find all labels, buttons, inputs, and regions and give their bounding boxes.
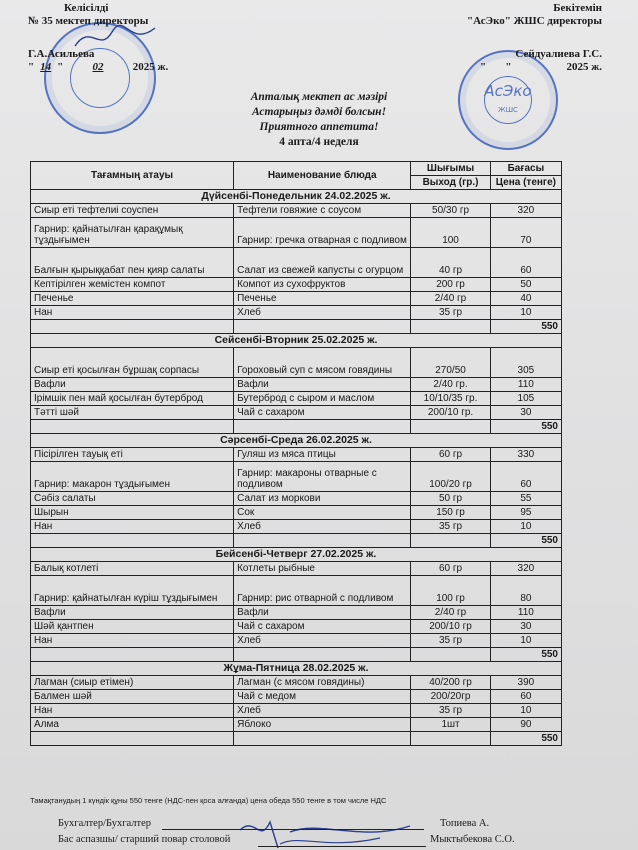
- table-row: [31, 718, 562, 732]
- dish-name-ru: Гуляш из мяса птицы: [234, 448, 411, 462]
- day-total-row: [31, 420, 562, 434]
- dish-name-kz: Алма: [31, 718, 234, 732]
- dish-name-ru: Чай с сахаром: [234, 620, 411, 634]
- dish-name-kz: Нан: [31, 704, 234, 718]
- dish-output: 35 гр: [411, 306, 490, 320]
- accountant-name: Топиева А.: [440, 818, 490, 829]
- col-header-kz: Тағамның атауы: [31, 162, 234, 190]
- dish-output: 100/20 гр: [411, 462, 490, 492]
- dish-output: 100: [411, 218, 490, 248]
- day-title: Сәрсенбі-Среда 26.02.2025 ж.: [31, 434, 562, 448]
- col-header-output-top: Шығымы: [411, 162, 490, 176]
- dish-output: 200/10 гр.: [411, 406, 490, 420]
- day-total-row: [31, 534, 562, 548]
- table-row: [31, 218, 562, 248]
- dish-name-kz: Балық котлеті: [31, 562, 234, 576]
- dish-output: 270/50: [411, 348, 490, 378]
- dish-price: 40: [490, 292, 561, 306]
- accountant-signature: [230, 812, 420, 850]
- dish-price: 60: [490, 690, 561, 704]
- header-left-year: 2025 ж.: [132, 61, 169, 73]
- table-row: [31, 306, 562, 320]
- dish-name-ru: Бутерброд с сыром и маслом: [234, 392, 411, 406]
- header-left-position: № 35 мектеп директоры: [28, 15, 149, 27]
- chef-name: Мыктыбекова С.О.: [430, 834, 515, 845]
- header-right-date: " " 2025 ж.: [480, 61, 602, 73]
- day-title: Дүйсенбі-Понедельник 24.02.2025 ж.: [31, 190, 562, 204]
- table-row: [31, 704, 562, 718]
- dish-name-kz: Шырын: [31, 506, 234, 520]
- day-total: 550: [490, 648, 561, 662]
- dish-name-kz: Сиыр еті қосылған бұршақ сорпасы: [31, 348, 234, 378]
- dish-name-ru: Вафли: [234, 378, 411, 392]
- table-row: [31, 562, 562, 576]
- table-row: [31, 520, 562, 534]
- dish-price: 330: [490, 448, 561, 462]
- title-line-1: Апталық мектеп ас мәзірі: [250, 91, 388, 103]
- title-line-3: Приятного аппетита!: [259, 121, 379, 133]
- col-header-output-bottom: Выход (гр.): [411, 176, 490, 190]
- company-stamp-text: АсЭко: [484, 82, 532, 100]
- dish-name-kz: Нан: [31, 306, 234, 320]
- dish-price: 60: [490, 462, 561, 492]
- dish-price: 320: [490, 204, 561, 218]
- table-row: [31, 448, 562, 462]
- header-right: [467, 2, 602, 74]
- dish-name-kz: Сәбіз салаты: [31, 492, 234, 506]
- table-row: [31, 278, 562, 292]
- table-row: [31, 676, 562, 690]
- price-note: Тамақтанудың 1 күндік құны 550 тенге (НДС-пен қоса алғанда) цена обеда 550 тенге в том числе НДС: [30, 796, 387, 805]
- dish-price: 390: [490, 676, 561, 690]
- table-row: [31, 248, 562, 278]
- dish-name-ru: Печенье: [234, 292, 411, 306]
- table-row: [31, 392, 562, 406]
- dish-output: 35 гр: [411, 520, 490, 534]
- col-header-price-top: Бағасы: [490, 162, 561, 176]
- dish-price: 30: [490, 406, 561, 420]
- table-row: [31, 378, 562, 392]
- dish-name-kz: Вафли: [31, 606, 234, 620]
- dish-price: 110: [490, 378, 561, 392]
- dish-price: 90: [490, 718, 561, 732]
- dish-name-kz: Балмен шәй: [31, 690, 234, 704]
- table-row: [31, 506, 562, 520]
- dish-output: 2/40 гр.: [411, 378, 490, 392]
- dish-output: 35 гр: [411, 634, 490, 648]
- day-title: Жұма-Пятница 28.02.2025 ж.: [31, 662, 562, 676]
- dish-price: 60: [490, 248, 561, 278]
- dish-name-kz: Кептірілген жемістен компот: [31, 278, 234, 292]
- header-left-day: 14: [40, 61, 52, 73]
- dish-price: 50: [490, 278, 561, 292]
- dish-name-ru: Чай с медом: [234, 690, 411, 704]
- dish-name-kz: Пісірілген тауық еті: [31, 448, 234, 462]
- dish-price: 10: [490, 634, 561, 648]
- dish-price: 105: [490, 392, 561, 406]
- day-total: 550: [490, 320, 561, 334]
- dish-output: 200 гр: [411, 278, 490, 292]
- dish-output: 40 гр: [411, 248, 490, 278]
- table-row: [31, 690, 562, 704]
- company-stamp-sub: ЖШС: [498, 106, 518, 114]
- dish-name-ru: Хлеб: [234, 704, 411, 718]
- table-row: [31, 462, 562, 492]
- dish-name-kz: Лагман (сиыр етімен): [31, 676, 234, 690]
- dish-price: 10: [490, 306, 561, 320]
- dish-name-kz: Вафли: [31, 378, 234, 392]
- dish-output: 100 гр: [411, 576, 490, 606]
- table-row: [31, 406, 562, 420]
- dish-name-kz: Ірімшік пен май қосылған бутерброд: [31, 392, 234, 406]
- dish-name-ru: Хлеб: [234, 520, 411, 534]
- day-header-row: [31, 662, 562, 676]
- header-left-date: " 14 " 02 2025 ж.: [28, 61, 169, 73]
- table-row: [31, 606, 562, 620]
- dish-name-kz: Сиыр еті тефтелиі соуспен: [31, 204, 234, 218]
- header-left-approved: Келісілді: [64, 2, 109, 14]
- dish-output: 10/10/35 гр.: [411, 392, 490, 406]
- dish-price: 320: [490, 562, 561, 576]
- title-line-4: 4 апта/4 неделя: [279, 136, 359, 148]
- dish-name-ru: Гороховый суп с мясом говядины: [234, 348, 411, 378]
- dish-price: 70: [490, 218, 561, 248]
- dish-output: 2/40 гр: [411, 292, 490, 306]
- dish-output: 50/30 гр: [411, 204, 490, 218]
- dish-price: 10: [490, 520, 561, 534]
- dish-output: 40/200 гр: [411, 676, 490, 690]
- menu-table-body: [31, 190, 562, 746]
- dish-name-ru: Хлеб: [234, 634, 411, 648]
- table-row: [31, 492, 562, 506]
- day-total: 550: [490, 732, 561, 746]
- dish-price: 30: [490, 620, 561, 634]
- table-row: [31, 634, 562, 648]
- dish-output: 35 гр: [411, 704, 490, 718]
- day-total-row: [31, 648, 562, 662]
- dish-name-kz: Гарнир: қайнатылған күріш тұздығымен: [31, 576, 234, 606]
- title-line-2: Астарыңыз дәмді болсын!: [251, 106, 387, 118]
- header-right-position: "АсЭко" ЖШС директоры: [466, 15, 602, 27]
- dish-name-ru: Яблоко: [234, 718, 411, 732]
- dish-output: 60 гр: [411, 448, 490, 462]
- col-header-ru: Наименование блюда: [234, 162, 411, 190]
- dish-name-ru: Гарнир: рис отварной с подливом: [234, 576, 411, 606]
- table-row: [31, 292, 562, 306]
- col-header-price-bottom: Цена (тенге): [490, 176, 561, 190]
- day-header-row: [31, 190, 562, 204]
- dish-name-kz: Шәй қантпен: [31, 620, 234, 634]
- dish-output: 200/20гр: [411, 690, 490, 704]
- dish-name-ru: Лагман (с мясом говядины): [234, 676, 411, 690]
- day-total: 550: [490, 420, 561, 434]
- accountant-label: Бухгалтер/Бухгалтер: [58, 818, 152, 829]
- dish-output: 1шт: [411, 718, 490, 732]
- dish-name-kz: Нан: [31, 634, 234, 648]
- dish-name-ru: Чай с сахаром: [234, 406, 411, 420]
- day-header-row: [31, 334, 562, 348]
- dish-name-ru: Салат из моркови: [234, 492, 411, 506]
- day-total-row: [31, 732, 562, 746]
- dish-name-kz: Нан: [31, 520, 234, 534]
- dish-name-ru: Компот из сухофруктов: [234, 278, 411, 292]
- dish-price: 80: [490, 576, 561, 606]
- dish-output: 50 гр: [411, 492, 490, 506]
- dish-price: 10: [490, 704, 561, 718]
- dish-name-ru: Тефтели говяжие с соусом: [234, 204, 411, 218]
- dish-name-kz: Гарнир: макарон тұздығымен: [31, 462, 234, 492]
- dish-output: 60 гр: [411, 562, 490, 576]
- menu-title: [0, 90, 638, 150]
- menu-table: [30, 161, 562, 746]
- table-row: [31, 204, 562, 218]
- dish-name-kz: Печенье: [31, 292, 234, 306]
- header-right-approved: Бекітемін: [553, 2, 602, 14]
- day-header-row: [31, 548, 562, 562]
- dish-output: 150 гр: [411, 506, 490, 520]
- table-row: [31, 348, 562, 378]
- day-title: Сейсенбі-Вторник 25.02.2025 ж.: [31, 334, 562, 348]
- dish-price: 305: [490, 348, 561, 378]
- dish-name-ru: Сок: [234, 506, 411, 520]
- dish-name-ru: Гарнир: гречка отварная с подливом: [234, 218, 411, 248]
- dish-name-kz: Тәтті шәй: [31, 406, 234, 420]
- dish-output: 200/10 гр: [411, 620, 490, 634]
- dish-name-ru: Котлеты рыбные: [234, 562, 411, 576]
- day-total: 550: [490, 534, 561, 548]
- dish-name-ru: Хлеб: [234, 306, 411, 320]
- day-header-row: [31, 434, 562, 448]
- dish-name-ru: Салат из свежей капусты с огурцом: [234, 248, 411, 278]
- dish-price: 110: [490, 606, 561, 620]
- header-left-month: 02: [92, 61, 104, 73]
- dish-name-ru: Гарнир: макароны отварные с подливом: [234, 462, 411, 492]
- table-row: [31, 620, 562, 634]
- dish-output: 2/40 гр: [411, 606, 490, 620]
- header-right-name: Сейдуалиева Г.С.: [515, 48, 602, 60]
- dish-price: 95: [490, 506, 561, 520]
- dish-name-kz: Гарнир: қайнатылған қарақұмық тұздығымен: [31, 218, 234, 248]
- day-total-row: [31, 320, 562, 334]
- dish-price: 55: [490, 492, 561, 506]
- dish-name-kz: Балғын қырыққабат пен қияр салаты: [31, 248, 234, 278]
- table-row: [31, 576, 562, 606]
- header-left-name: Г.А.Асильева: [28, 48, 95, 60]
- day-title: Бейсенбі-Четверг 27.02.2025 ж.: [31, 548, 562, 562]
- chef-label: Бас аспазшы/ старший повар столовой: [58, 834, 231, 845]
- director-signature: [70, 18, 160, 58]
- dish-name-ru: Вафли: [234, 606, 411, 620]
